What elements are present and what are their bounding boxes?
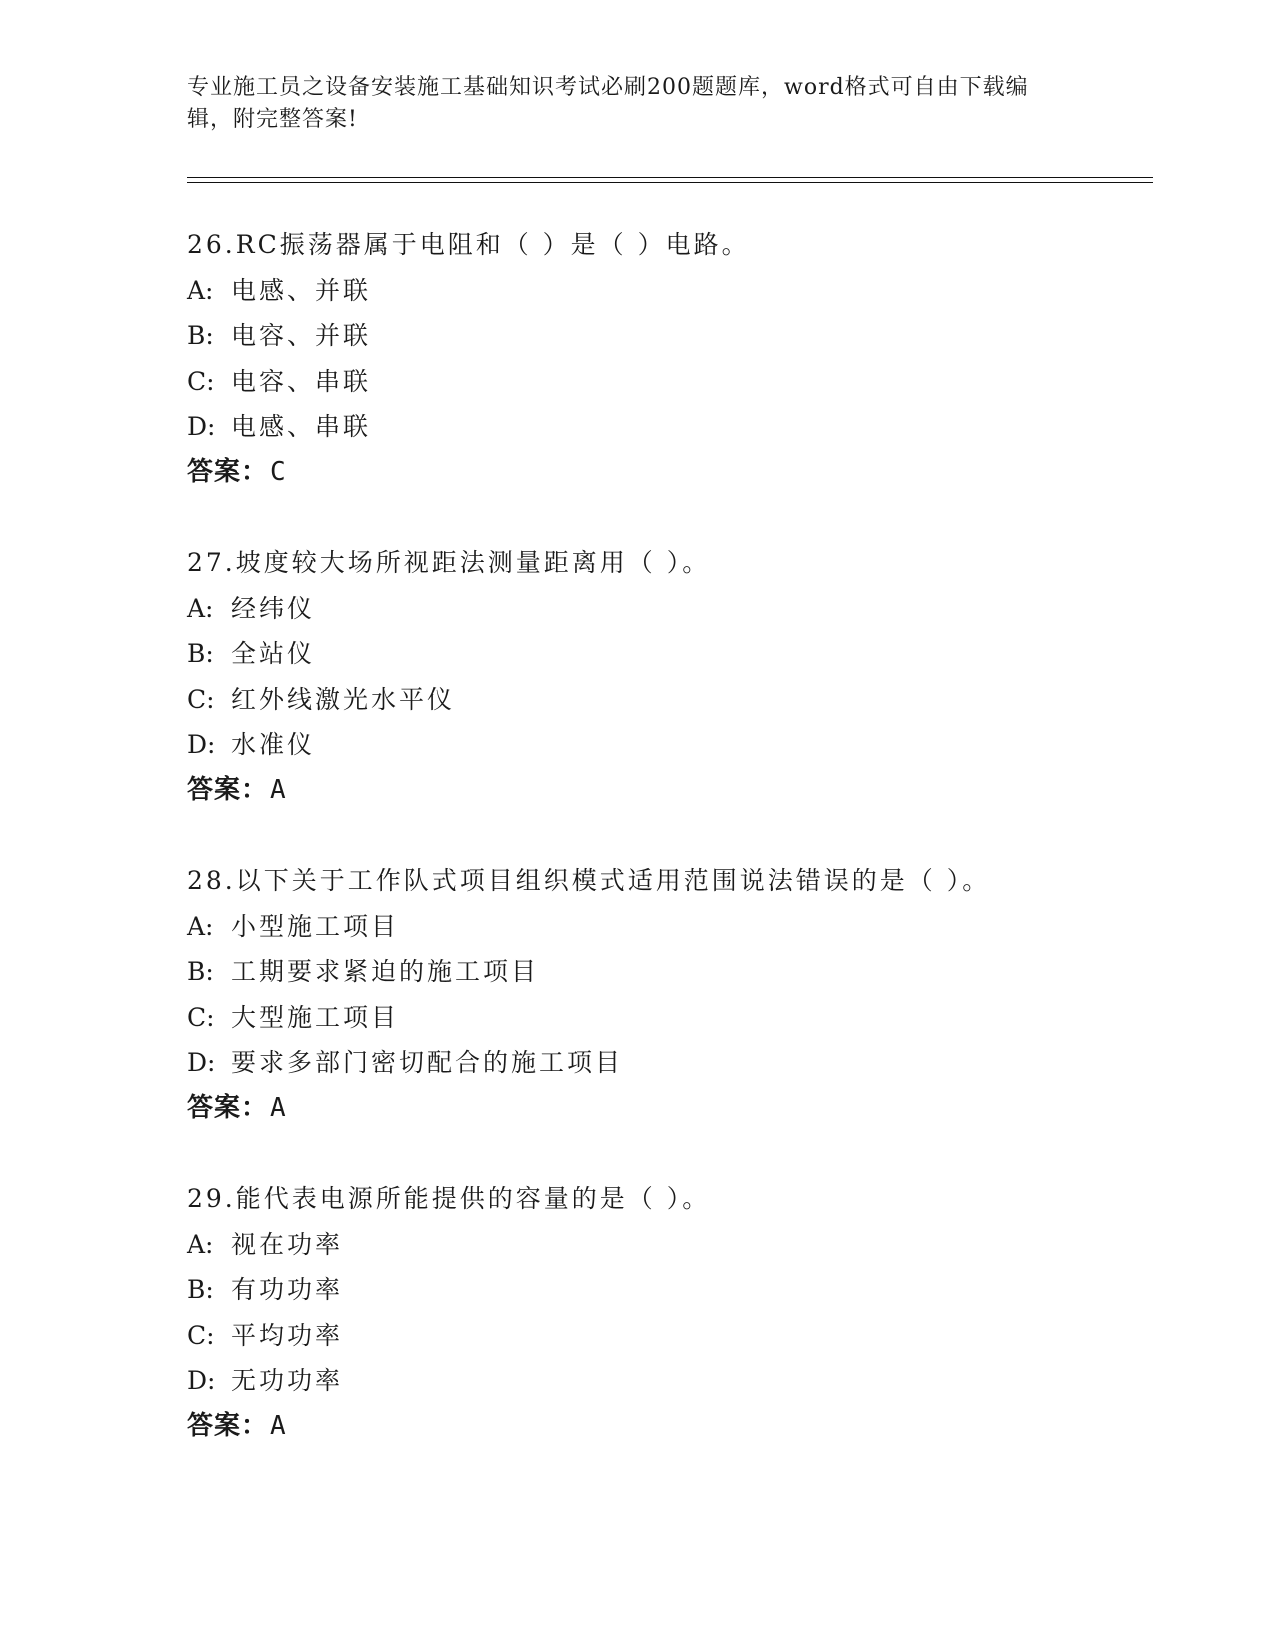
answer-value: A xyxy=(270,1092,287,1123)
answer-line xyxy=(187,768,1147,814)
option-d xyxy=(187,1358,1147,1404)
answer-label: 答案： xyxy=(187,774,269,805)
option-letter: D: xyxy=(187,412,216,441)
option-text: 全站仪 xyxy=(231,639,316,668)
option-text: 经纬仪 xyxy=(231,593,316,623)
answer-value: C xyxy=(270,456,287,487)
option-letter: C: xyxy=(187,684,215,714)
option-text: 视在功率 xyxy=(231,1229,344,1259)
option-d xyxy=(187,1040,1147,1086)
option-text: 电容、串联 xyxy=(231,366,372,396)
option-letter: D: xyxy=(187,1048,216,1077)
option-text: 电容、并联 xyxy=(231,321,372,350)
option-b xyxy=(187,949,1147,995)
option-c xyxy=(187,995,1147,1041)
answer-value: A xyxy=(270,1410,287,1441)
question-stem: 27.坡度较大场所视距法测量距离用（ ）。 xyxy=(187,548,711,577)
option-letter: B: xyxy=(187,321,214,350)
option-letter: A: xyxy=(187,911,214,941)
answer-line xyxy=(187,1086,1147,1132)
option-text: 电感、串联 xyxy=(231,412,372,441)
option-letter: B: xyxy=(187,1275,214,1304)
answer-value: A xyxy=(270,774,287,805)
answer-label: 答案： xyxy=(187,1092,269,1123)
option-text: 工期要求紧迫的施工项目 xyxy=(231,957,540,986)
option-d xyxy=(187,722,1147,768)
option-text: 水准仪 xyxy=(231,730,316,759)
question-stem: 29.能代表电源所能提供的容量的是（ ）。 xyxy=(187,1184,711,1213)
answer-line xyxy=(187,1404,1147,1450)
option-text: 无功功率 xyxy=(231,1366,344,1395)
answer-label: 答案： xyxy=(187,456,269,487)
option-b xyxy=(187,1267,1147,1313)
option-letter: C: xyxy=(187,1320,215,1350)
option-text: 有功功率 xyxy=(231,1275,344,1304)
question-26 xyxy=(187,222,1147,495)
option-letter: A: xyxy=(187,1229,214,1259)
answer-label: 答案： xyxy=(187,1410,269,1441)
option-letter: C: xyxy=(187,366,215,396)
option-a xyxy=(187,904,1147,950)
option-a xyxy=(187,586,1147,632)
option-b xyxy=(187,631,1147,677)
option-letter: D: xyxy=(187,1366,216,1395)
option-c xyxy=(187,677,1147,723)
option-text: 大型施工项目 xyxy=(231,1002,400,1032)
option-letter: B: xyxy=(187,957,214,986)
option-text: 平均功率 xyxy=(231,1320,344,1350)
header-title: 专业施工员之设备安装施工基础知识考试必刷200题题库，word格式可自由下载编辑，附完整答案! xyxy=(187,75,1029,132)
question-28 xyxy=(187,858,1147,1131)
question-stem: 28.以下关于工作队式项目组织模式适用范围说法错误的是（ ）。 xyxy=(187,866,991,895)
option-text: 要求多部门密切配合的施工项目 xyxy=(231,1048,624,1077)
option-d xyxy=(187,404,1147,450)
option-text: 红外线激光水平仪 xyxy=(231,684,456,714)
document-header xyxy=(187,72,1067,136)
option-b xyxy=(187,313,1147,359)
option-c xyxy=(187,1313,1147,1359)
option-c xyxy=(187,359,1147,405)
option-letter: C: xyxy=(187,1002,215,1032)
question-27 xyxy=(187,540,1147,813)
option-a xyxy=(187,1222,1147,1268)
option-text: 小型施工项目 xyxy=(231,911,400,941)
option-letter: D: xyxy=(187,730,216,759)
option-letter: A: xyxy=(187,275,214,305)
question-29 xyxy=(187,1176,1147,1449)
option-letter: B: xyxy=(187,639,214,668)
question-stem: 26.RC振荡器属于电阻和（ ）是（ ）电路。 xyxy=(187,230,750,259)
answer-line xyxy=(187,450,1147,496)
header-divider-bottom xyxy=(187,182,1153,183)
option-text: 电感、并联 xyxy=(231,275,372,305)
option-letter: A: xyxy=(187,593,214,623)
option-a xyxy=(187,268,1147,314)
header-divider-top xyxy=(187,177,1153,178)
